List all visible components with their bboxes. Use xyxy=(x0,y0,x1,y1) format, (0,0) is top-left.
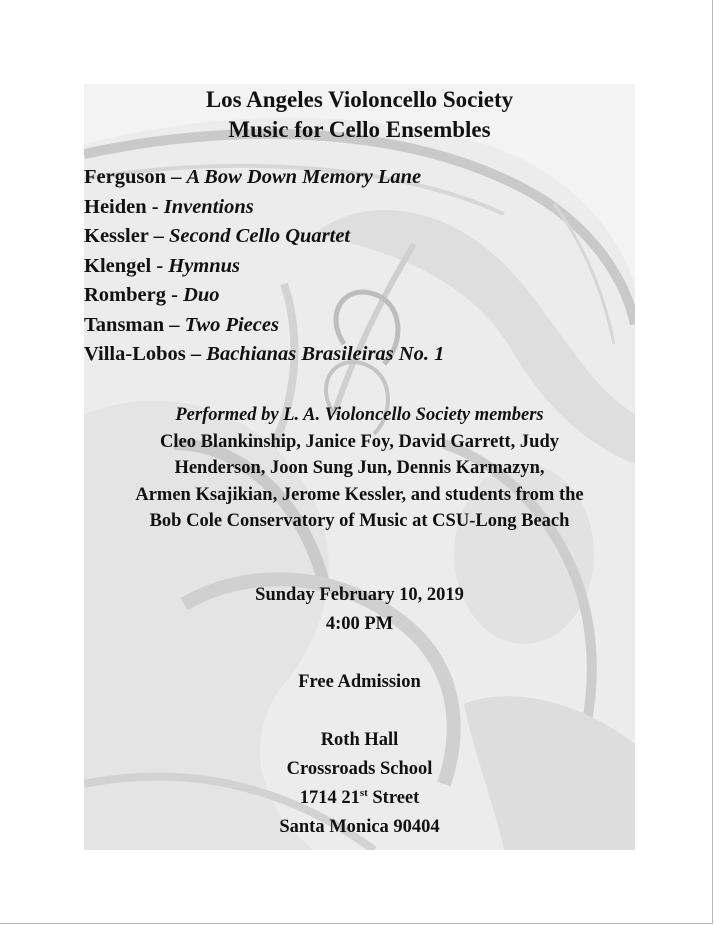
performers-line: Bob Cole Conservatory of Music at CSU-Long Beach xyxy=(149,511,570,532)
composer: Tansman xyxy=(84,313,165,336)
work-title: Inventions xyxy=(163,195,254,218)
separator: – xyxy=(166,166,187,188)
event-time: 4:00 PM xyxy=(325,614,394,634)
composer: Villa-Lobos xyxy=(84,343,186,365)
street-name: Street xyxy=(367,788,420,808)
flyer-content xyxy=(84,84,635,850)
program-item xyxy=(84,252,635,282)
program-item xyxy=(84,281,635,311)
work-title: Hymnus xyxy=(168,254,241,277)
program-list xyxy=(84,163,635,370)
composer: Ferguson xyxy=(84,166,166,188)
composer: Heiden xyxy=(84,195,147,218)
composer: Romberg xyxy=(84,284,166,306)
composer: Klengel xyxy=(84,254,152,277)
separator: – xyxy=(164,313,185,336)
work-title: A Bow Down Memory Lane xyxy=(186,166,422,188)
program-item xyxy=(84,222,635,252)
program-item xyxy=(84,193,635,223)
work-title: Duo xyxy=(183,284,220,306)
separator: – xyxy=(148,225,170,247)
separator: - xyxy=(165,284,184,306)
performers-lead: Performed by L. A. Violoncello Society members xyxy=(175,405,544,425)
venue-street xyxy=(84,784,635,813)
concert-flyer xyxy=(84,84,635,850)
work-title: Bachianas Brasileiras No. 1 xyxy=(206,343,445,365)
performers-line: Cleo Blankinship, Janice Foy, David Garrett, Judy xyxy=(160,431,559,452)
separator: – xyxy=(185,343,207,365)
venue-school: Crossroads School xyxy=(286,759,433,779)
separator: - xyxy=(151,254,169,277)
performers-line: Armen Ksajikian, Jerome Kessler, and students from the xyxy=(135,484,584,505)
venue-city: Santa Monica 90404 xyxy=(279,817,440,837)
composer: Kessler xyxy=(84,225,149,247)
street-number: 1714 21 xyxy=(299,788,360,808)
program-item xyxy=(84,311,635,341)
title-line-1: Los Angeles Violoncello Society xyxy=(205,87,514,112)
admission: Free Admission xyxy=(298,672,421,692)
program-item xyxy=(84,163,635,193)
separator: - xyxy=(146,195,164,218)
performers-block xyxy=(84,402,635,535)
work-title: Second Cello Quartet xyxy=(169,225,351,247)
work-title: Two Pieces xyxy=(184,313,279,336)
title-line-2: Music for Cello Ensembles xyxy=(228,117,491,142)
performers-line: Henderson, Joon Sung Jun, Dennis Karmazyn, xyxy=(174,458,545,479)
program-item xyxy=(84,340,635,370)
event-date: Sunday February 10, 2019 xyxy=(255,585,464,605)
venue-hall: Roth Hall xyxy=(320,730,399,750)
street-suffix: st xyxy=(359,787,368,799)
